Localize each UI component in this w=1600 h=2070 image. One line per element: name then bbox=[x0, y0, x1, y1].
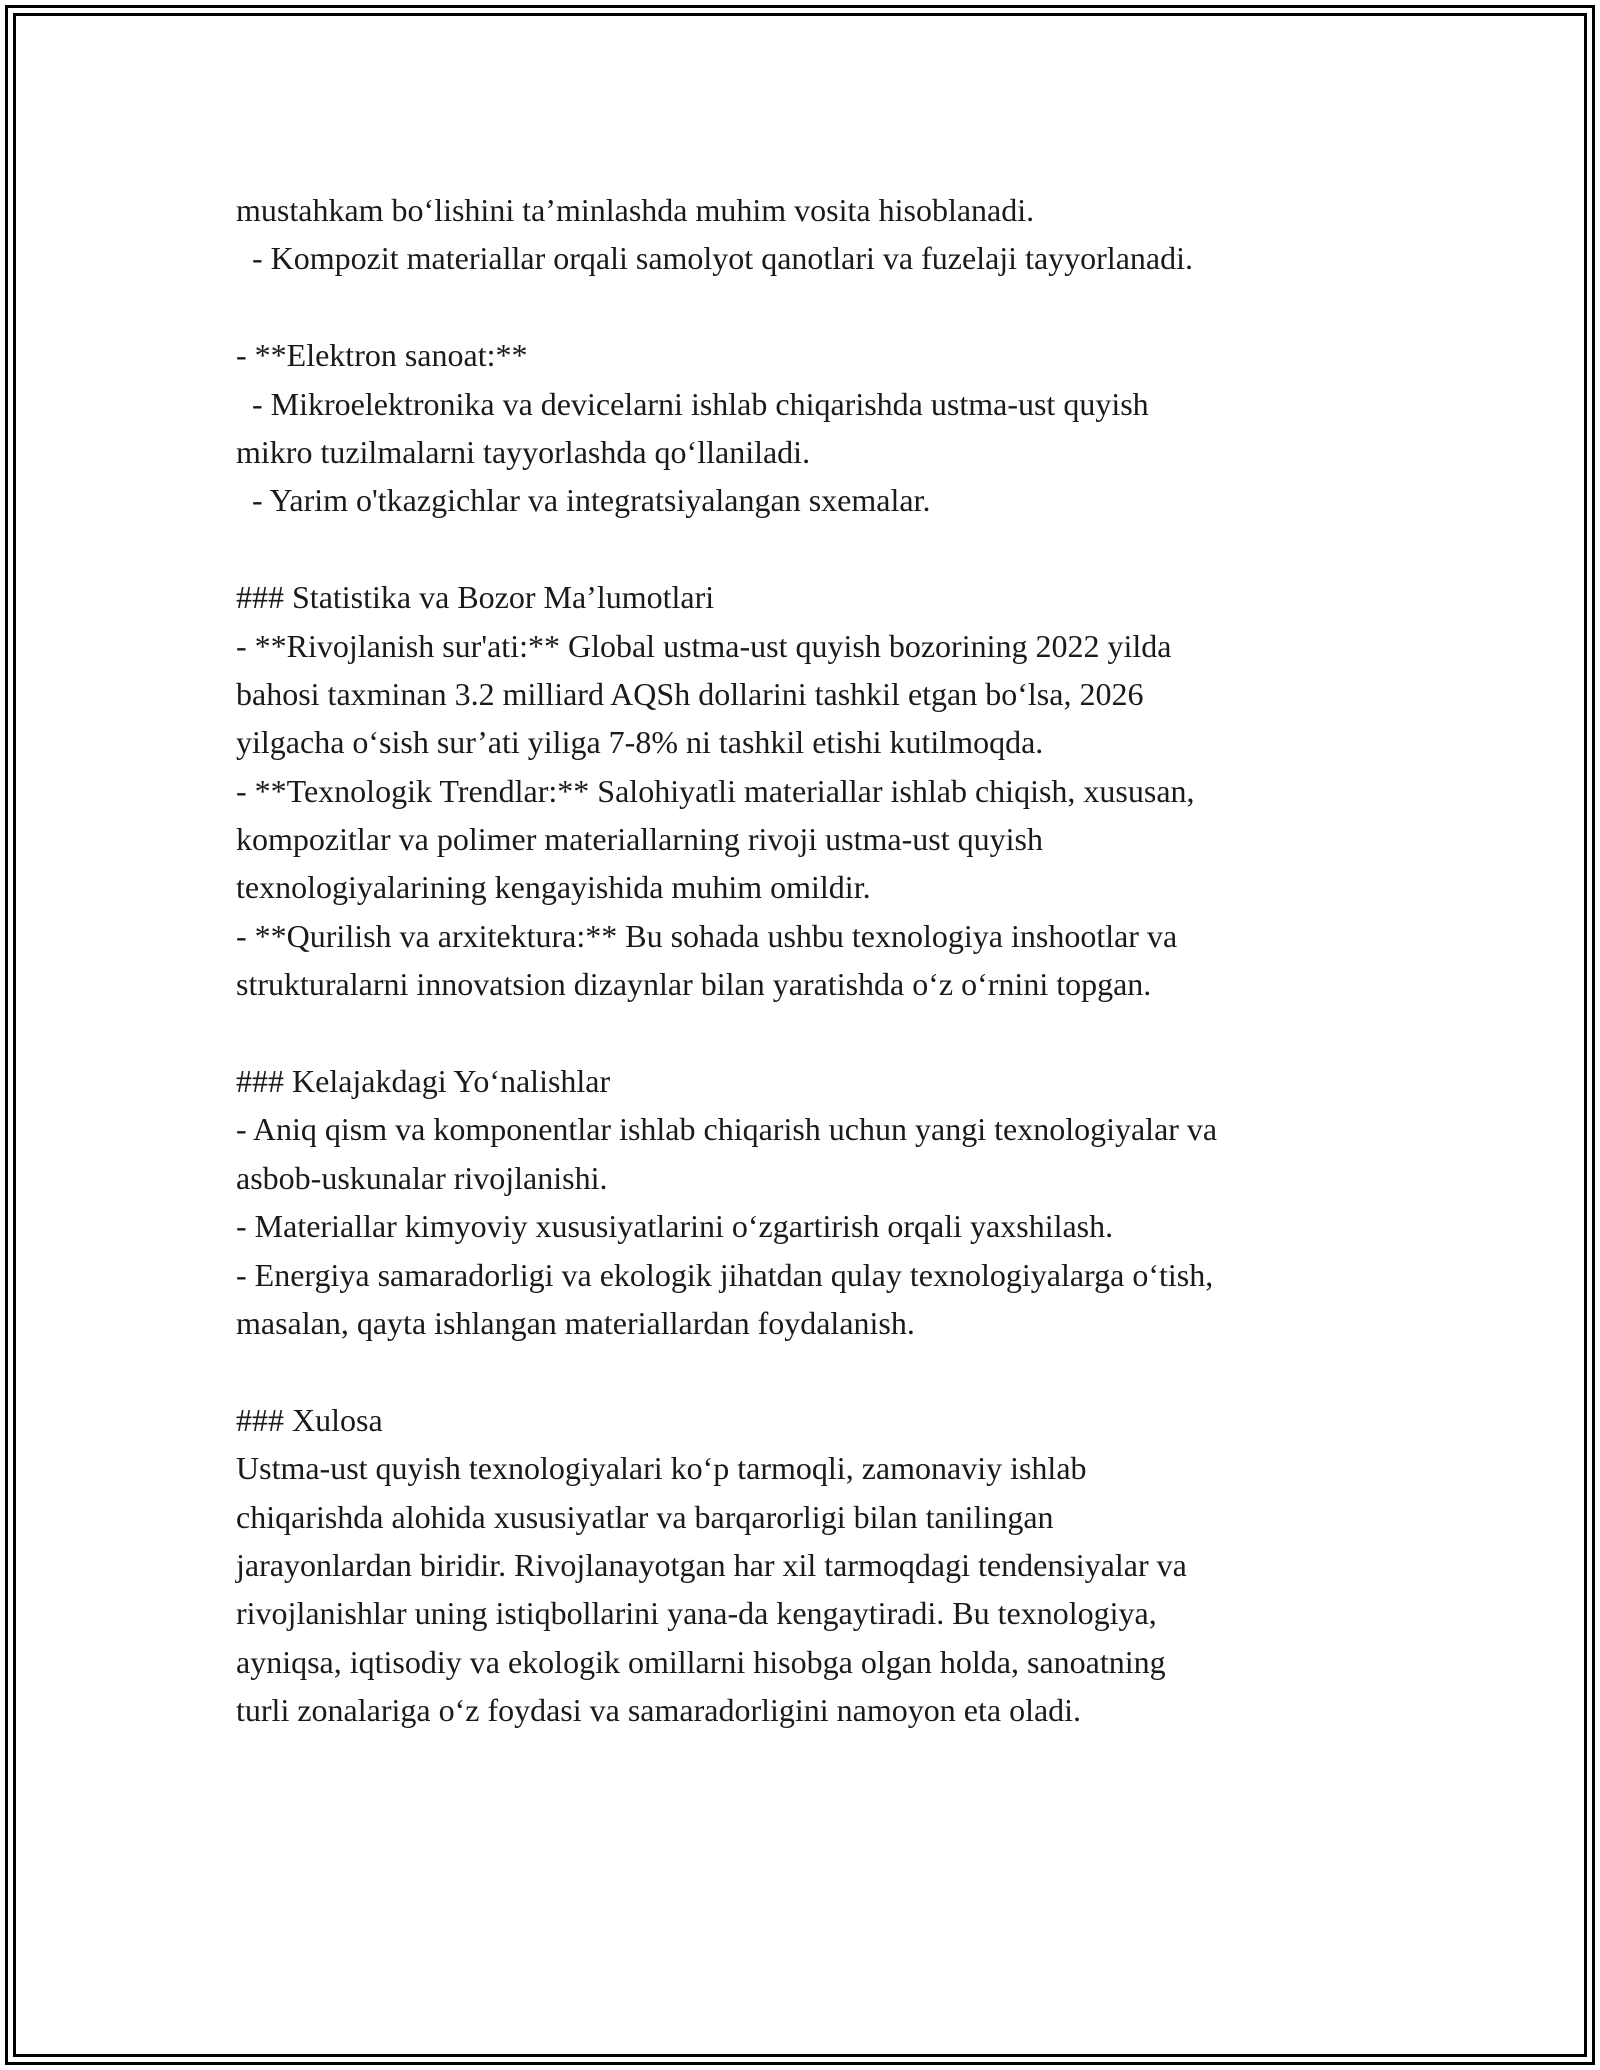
list-item: - Materiallar kimyoviy xususiyatlarini o‘zgartirish orqali yaxshilash. bbox=[236, 1208, 1114, 1245]
text-line: masalan, qayta ishlangan materiallardan foydalanish. bbox=[236, 1304, 915, 1341]
paragraph-line: Ustma-ust quyish texnologiyalari ko‘p tarmoqli, zamonaviy ishlab bbox=[236, 1450, 1087, 1487]
list-item: - Mikroelektronika va devicelarni ishlab chiqarishda ustma-ust quyish bbox=[236, 385, 1149, 422]
list-item: - Energiya samaradorligi va ekologik jihatdan qulay texnologiyalarga o‘tish, bbox=[236, 1256, 1214, 1293]
paragraph-line: ayniqsa, iqtisodiy va ekologik omillarni hisobga olgan holda, sanoatning bbox=[236, 1643, 1166, 1680]
list-item: - Kompozit materiallar orqali samolyot qanotlari va fuzelaji tayyorlanadi. bbox=[236, 240, 1193, 277]
list-item: - **Qurilish va arxitektura:** Bu sohada ushbu texnologiya inshootlar va bbox=[236, 917, 1178, 954]
text-line: texnologiyalarining kengayishida muhim omildir. bbox=[236, 869, 871, 906]
blank-line bbox=[236, 525, 1416, 573]
text-line: mustahkam bo‘lishini ta’minlashda muhim vosita hisoblanadi. bbox=[236, 192, 1035, 228]
document-body bbox=[236, 186, 1416, 1735]
text-line: strukturalarni innovatsion dizaynlar bilan yaratishda o‘z o‘rnini topgan. bbox=[236, 966, 1152, 1003]
paragraph-line: rivojlanishlar uning istiqbollarini yana-da kengaytiradi. Bu texnologiya, bbox=[236, 1595, 1157, 1632]
section-heading: ### Xulosa bbox=[236, 1401, 383, 1438]
list-item: - **Elektron sanoat:** bbox=[236, 337, 528, 374]
text-line: asbob-uskunalar rivojlanishi. bbox=[236, 1159, 608, 1196]
section-heading: ### Statistika va Bozor Ma’lumotlari bbox=[236, 579, 715, 616]
blank-line bbox=[236, 283, 1416, 331]
list-item: - Aniq qism va komponentlar ishlab chiqarish uchun yangi texnologiyalar va bbox=[236, 1111, 1218, 1148]
blank-line bbox=[236, 1009, 1416, 1057]
text-line: kompozitlar va polimer materiallarning rivoji ustma-ust quyish bbox=[236, 821, 1043, 858]
blank-line bbox=[236, 1347, 1416, 1395]
paragraph-line: chiqarishda alohida xususiyatlar va barqarorligi bilan tanilingan bbox=[236, 1498, 1054, 1535]
list-item: - **Texnologik Trendlar:** Salohiyatli materiallar ishlab chiqish, xususan, bbox=[236, 772, 1195, 809]
text-line: bahosi taxminan 3.2 milliard AQSh dollarini tashkil etgan bo‘lsa, 2026 bbox=[236, 675, 1144, 712]
text-line: yilgacha o‘sish sur’ati yiliga 7-8% ni tashkil etishi kutilmoqda. bbox=[236, 724, 1044, 761]
paragraph-line: turli zonalariga o‘z foydasi va samaradorligini namoyon eta oladi. bbox=[236, 1692, 1082, 1729]
list-item: - **Rivojlanish sur'ati:** Global ustma-ust quyish bozorining 2022 yilda bbox=[236, 627, 1172, 664]
paragraph-line: jarayonlardan biridir. Rivojlanayotgan har xil tarmoqdagi tendensiyalar va bbox=[236, 1546, 1187, 1583]
list-item: - Yarim o'tkazgichlar va integratsiyalangan sxemalar. bbox=[236, 482, 931, 519]
section-heading: ### Kelajakdagi Yo‘nalishlar bbox=[236, 1063, 611, 1100]
text-line: mikro tuzilmalarni tayyorlashda qo‘llaniladi. bbox=[236, 433, 811, 470]
